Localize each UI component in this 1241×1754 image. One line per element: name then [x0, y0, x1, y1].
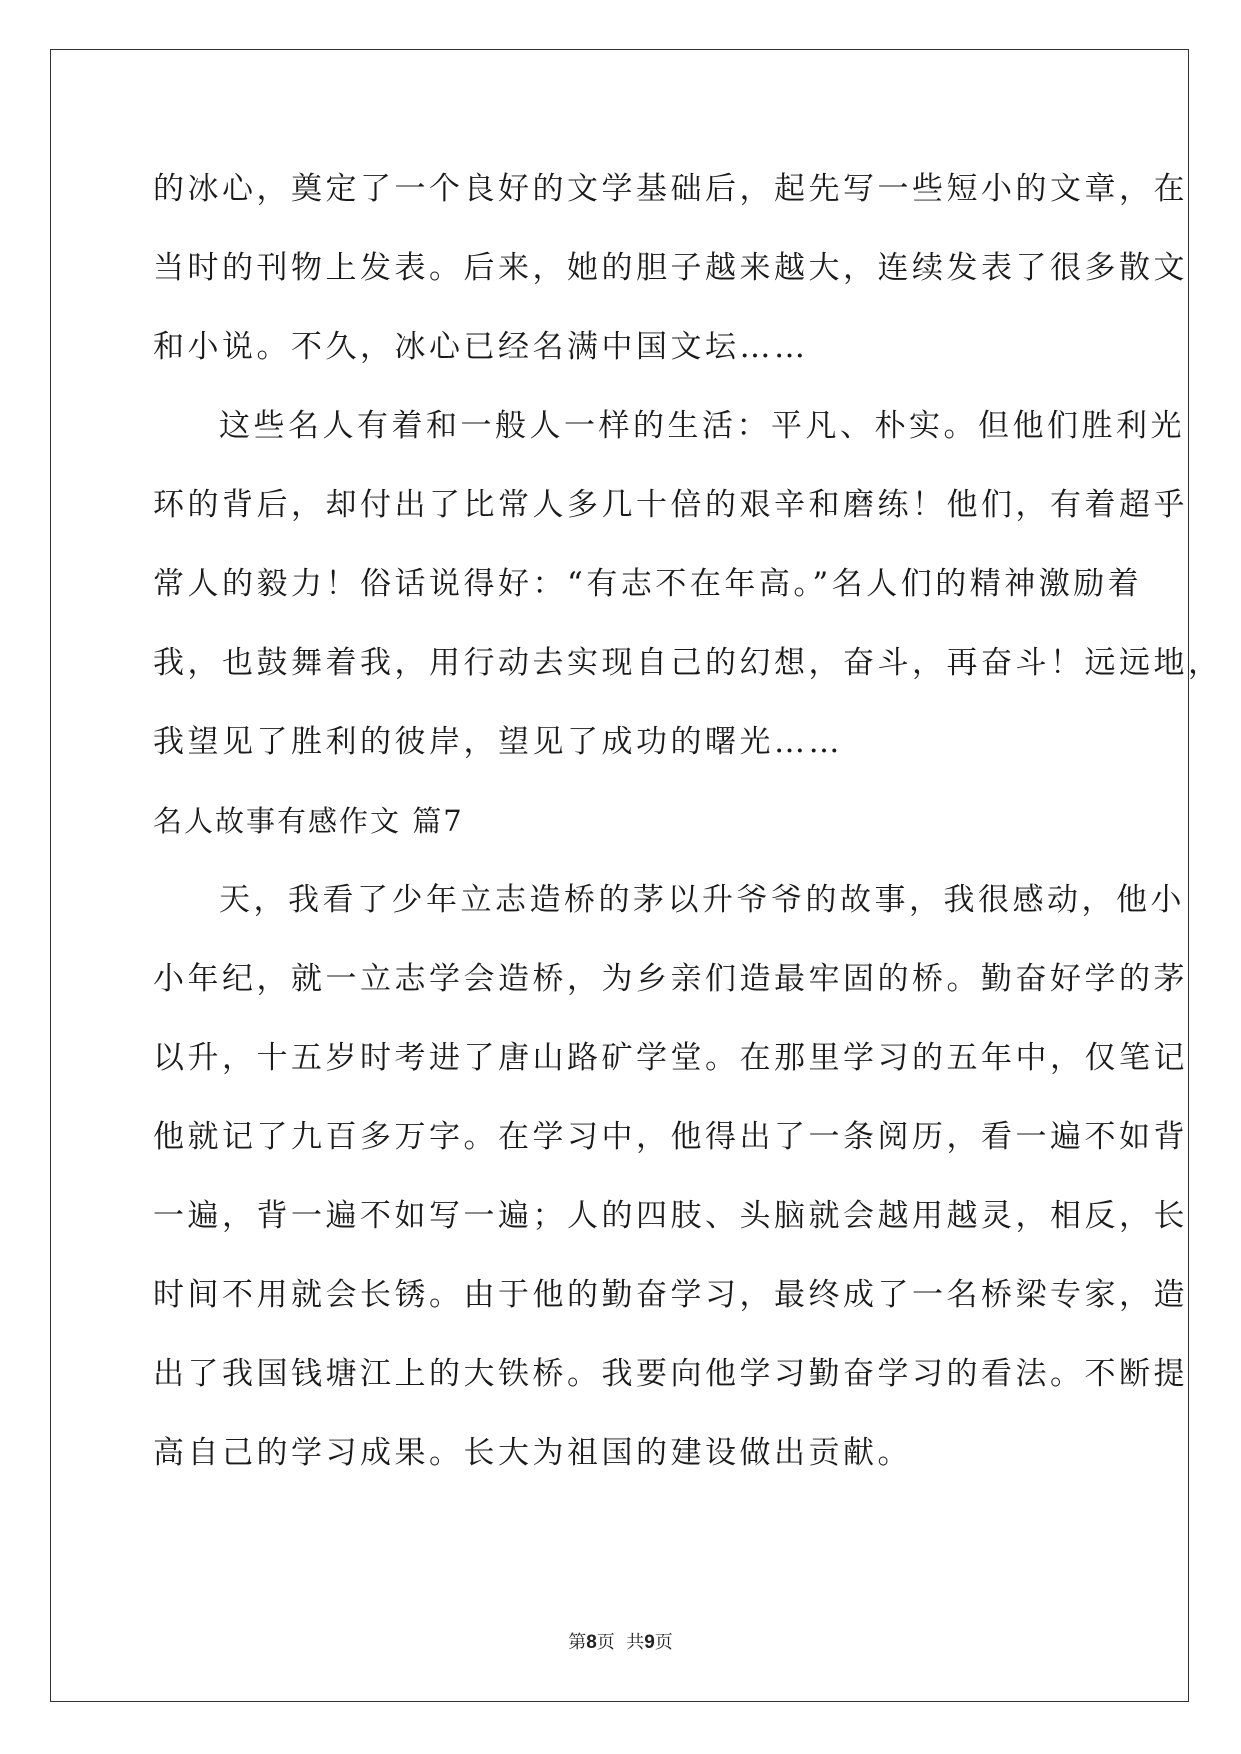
text-line: 小年纪，就一立志学会造桥，为乡亲们造最牢固的桥。勤奋好学的茅 [153, 961, 1188, 997]
footer-prefix: 第 [568, 1632, 587, 1653]
page-footer [0, 1628, 1241, 1654]
text-line: 出了我国钱塘江上的大铁桥。我要向他学习勤奋学习的看法。不断提 [153, 1356, 1188, 1392]
document-body [153, 150, 1223, 1493]
text-line: 这些名人有着和一般人一样的生活：平凡、朴实。但他们胜利光 [219, 408, 1185, 444]
text-line: 常人的毅力！俗话说得好：“有志不在年高。”名人们的精神激励着 [153, 566, 1143, 602]
text-line: 天，我看了少年立志造桥的茅以升爷爷的故事，我很感动，他小 [219, 882, 1185, 918]
text-line: 的冰心，奠定了一个良好的文学基础后，起先写一些短小的文章，在 [153, 171, 1188, 207]
footer-mid: 页 共 [596, 1632, 645, 1653]
total-page-number: 9 [644, 1632, 655, 1653]
section-heading: 名人故事有感作文 篇7 [153, 804, 464, 838]
text-line: 时间不用就会长锈。由于他的勤奋学习，最终成了一名桥梁专家，造 [153, 1277, 1188, 1313]
text-line: 我望见了胜利的彼岸，望见了成功的曙光…… [153, 724, 843, 760]
text-line: 高自己的学习成果。长大为祖国的建设做出贡献。 [153, 1435, 912, 1471]
text-line: 环的背后，却付出了比常人多几十倍的艰辛和磨练！他们，有着超乎 [153, 487, 1188, 523]
text-line: 和小说。不久，冰心已经名满中国文坛…… [153, 329, 809, 365]
text-line: 一遍，背一遍不如写一遍；人的四肢、头脑就会越用越灵，相反，长 [153, 1198, 1188, 1234]
footer-suffix: 页 [654, 1632, 673, 1653]
paragraph-1 [153, 150, 1188, 387]
current-page-number: 8 [586, 1632, 597, 1653]
paragraph-3 [153, 861, 1188, 1493]
paragraph-2 [153, 387, 1223, 782]
text-line: 我，也鼓舞着我，用行动去实现自己的幻想，奋斗，再奋斗！远远地， [153, 645, 1223, 681]
text-line: 以升，十五岁时考进了唐山路矿学堂。在那里学习的五年中，仅笔记 [153, 1040, 1188, 1076]
text-line: 当时的刊物上发表。后来，她的胆子越来越大，连续发表了很多散文 [153, 250, 1188, 286]
text-line: 他就记了九百多万字。在学习中，他得出了一条阅历，看一遍不如背 [153, 1119, 1188, 1155]
